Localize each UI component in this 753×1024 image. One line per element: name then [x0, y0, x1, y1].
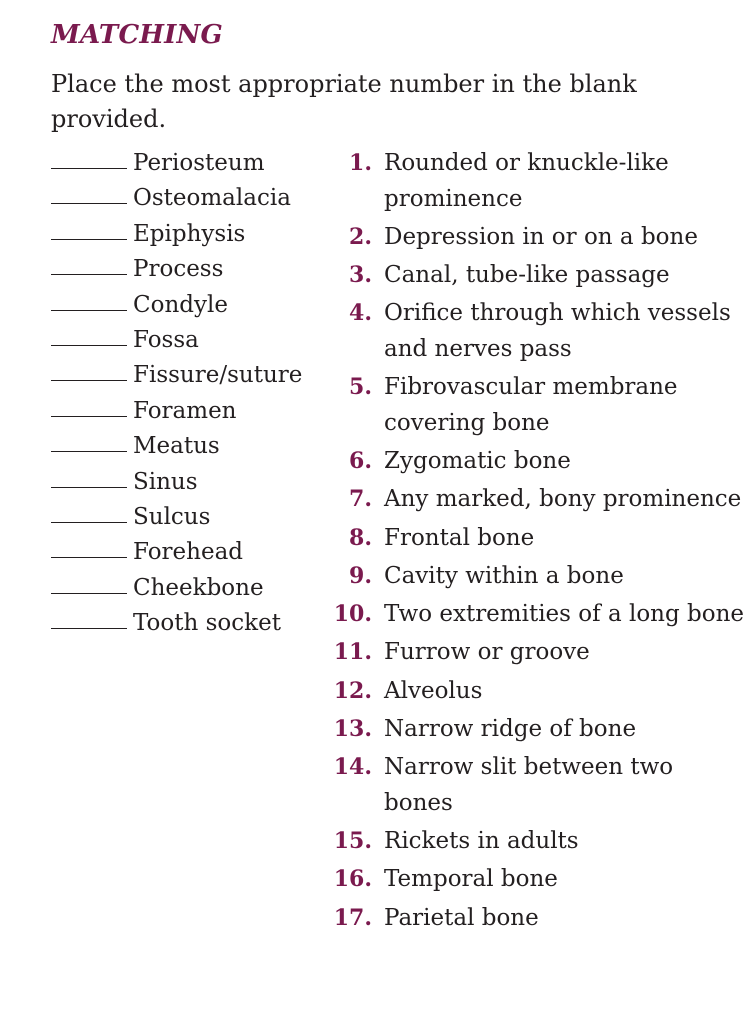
definition-text: Furrow or groove: [384, 639, 590, 666]
definition-item: [326, 597, 746, 633]
answer-blank[interactable]: [51, 288, 127, 311]
term-row: [51, 571, 302, 606]
term-label: Condyle: [133, 291, 228, 318]
definition-text: Frontal bone: [384, 524, 535, 551]
definition-text: Cavity within a bone: [384, 562, 624, 589]
term-label: Process: [133, 256, 224, 283]
term-label: Periosteum: [133, 150, 265, 176]
definition-item: [326, 750, 746, 821]
term-label: Forehead: [133, 539, 244, 566]
instructions: Place the most appropriate number in the blank provided.: [51, 70, 637, 133]
term-label: Fossa: [133, 326, 199, 353]
term-row: [51, 146, 302, 181]
answer-blank[interactable]: [51, 323, 127, 346]
term-label: Cheekbone: [133, 574, 264, 601]
term-row: [51, 181, 302, 216]
definition-text: Two extremities of a long bone: [384, 601, 745, 628]
definition-item: [326, 559, 746, 595]
answer-blank[interactable]: [51, 358, 127, 381]
answer-blank[interactable]: [51, 465, 127, 488]
term-row: [51, 429, 302, 464]
term-label: Tooth socket: [133, 610, 281, 637]
definition-text: Rickets in adults: [384, 828, 579, 855]
definition-item: [326, 146, 746, 217]
term-row: [51, 394, 302, 429]
definition-text: Rounded or knuckle-like prominence: [384, 150, 669, 212]
definition-list: [326, 146, 746, 939]
definition-item: [326, 862, 746, 898]
definition-number: 6.: [349, 447, 372, 474]
term-row: [51, 288, 302, 323]
term-row: [51, 535, 302, 570]
answer-blank[interactable]: [51, 217, 127, 240]
term-label: Sinus: [133, 468, 198, 495]
definition-number: 15.: [333, 828, 372, 855]
definition-item: [326, 296, 746, 367]
answer-blank[interactable]: [51, 181, 127, 204]
definition-item: [326, 635, 746, 671]
answer-blank[interactable]: [51, 429, 127, 452]
term-row: [51, 217, 302, 252]
definition-text: Narrow slit between two bones: [384, 754, 674, 816]
definition-item: [326, 370, 746, 441]
definition-number: 3.: [349, 262, 372, 289]
definition-text: Temporal bone: [384, 866, 558, 893]
definition-item: [326, 258, 746, 294]
term-label: Foramen: [133, 397, 237, 424]
answer-blank[interactable]: [51, 394, 127, 417]
term-label: Osteomalacia: [133, 185, 291, 212]
answer-blank[interactable]: [51, 606, 127, 629]
definition-item: [326, 444, 746, 480]
definition-item: [326, 901, 746, 937]
term-row: [51, 358, 302, 393]
definition-number: 8.: [349, 524, 372, 551]
term-row: [51, 465, 302, 500]
term-row: [51, 252, 302, 287]
definition-text: Canal, tube-like passage: [384, 262, 670, 289]
definition-text: Depression in or on a bone: [384, 223, 698, 250]
term-row: [51, 323, 302, 358]
definition-text: Alveolus: [384, 677, 483, 704]
definition-text: Fibrovascular membrane covering bone: [384, 374, 678, 436]
definition-number: 4.: [349, 300, 372, 327]
definition-text: Any marked, bony prominence: [384, 486, 742, 513]
term-label: Fissure/suture: [133, 362, 303, 389]
definition-text: Parietal bone: [384, 904, 539, 931]
definition-number: 14.: [333, 754, 372, 781]
definition-item: [326, 220, 746, 256]
definition-number: 17.: [333, 904, 372, 931]
definition-item: [326, 482, 746, 518]
term-row: [51, 500, 302, 535]
definition-text: Narrow ridge of bone: [384, 716, 637, 743]
definition-number: 11.: [333, 639, 372, 666]
definition-number: 16.: [333, 866, 372, 893]
answer-blank[interactable]: [51, 500, 127, 523]
definition-number: 7.: [349, 486, 372, 513]
definition-number: 2.: [349, 223, 372, 250]
definition-item: [326, 824, 746, 860]
definition-number: 12.: [333, 677, 372, 704]
answer-blank[interactable]: [51, 146, 127, 169]
definition-item: [326, 674, 746, 710]
section-title: MATCHING: [51, 20, 223, 50]
answer-blank[interactable]: [51, 535, 127, 558]
definition-text: Orifice through which vessels and nerves pass: [384, 300, 731, 362]
term-label: Epiphysis: [133, 220, 246, 247]
definition-number: 10.: [333, 601, 372, 628]
term-list: [51, 146, 302, 641]
definition-number: 1.: [349, 150, 372, 176]
definition-item: [326, 521, 746, 557]
definition-number: 9.: [349, 562, 372, 589]
definition-number: 5.: [349, 374, 372, 401]
term-label: Meatus: [133, 433, 220, 460]
definition-text: Zygomatic bone: [384, 447, 571, 474]
definition-number: 13.: [333, 716, 372, 743]
term-label: Sulcus: [133, 503, 211, 530]
answer-blank[interactable]: [51, 252, 127, 275]
answer-blank[interactable]: [51, 571, 127, 594]
definition-item: [326, 712, 746, 748]
term-row: [51, 606, 302, 641]
